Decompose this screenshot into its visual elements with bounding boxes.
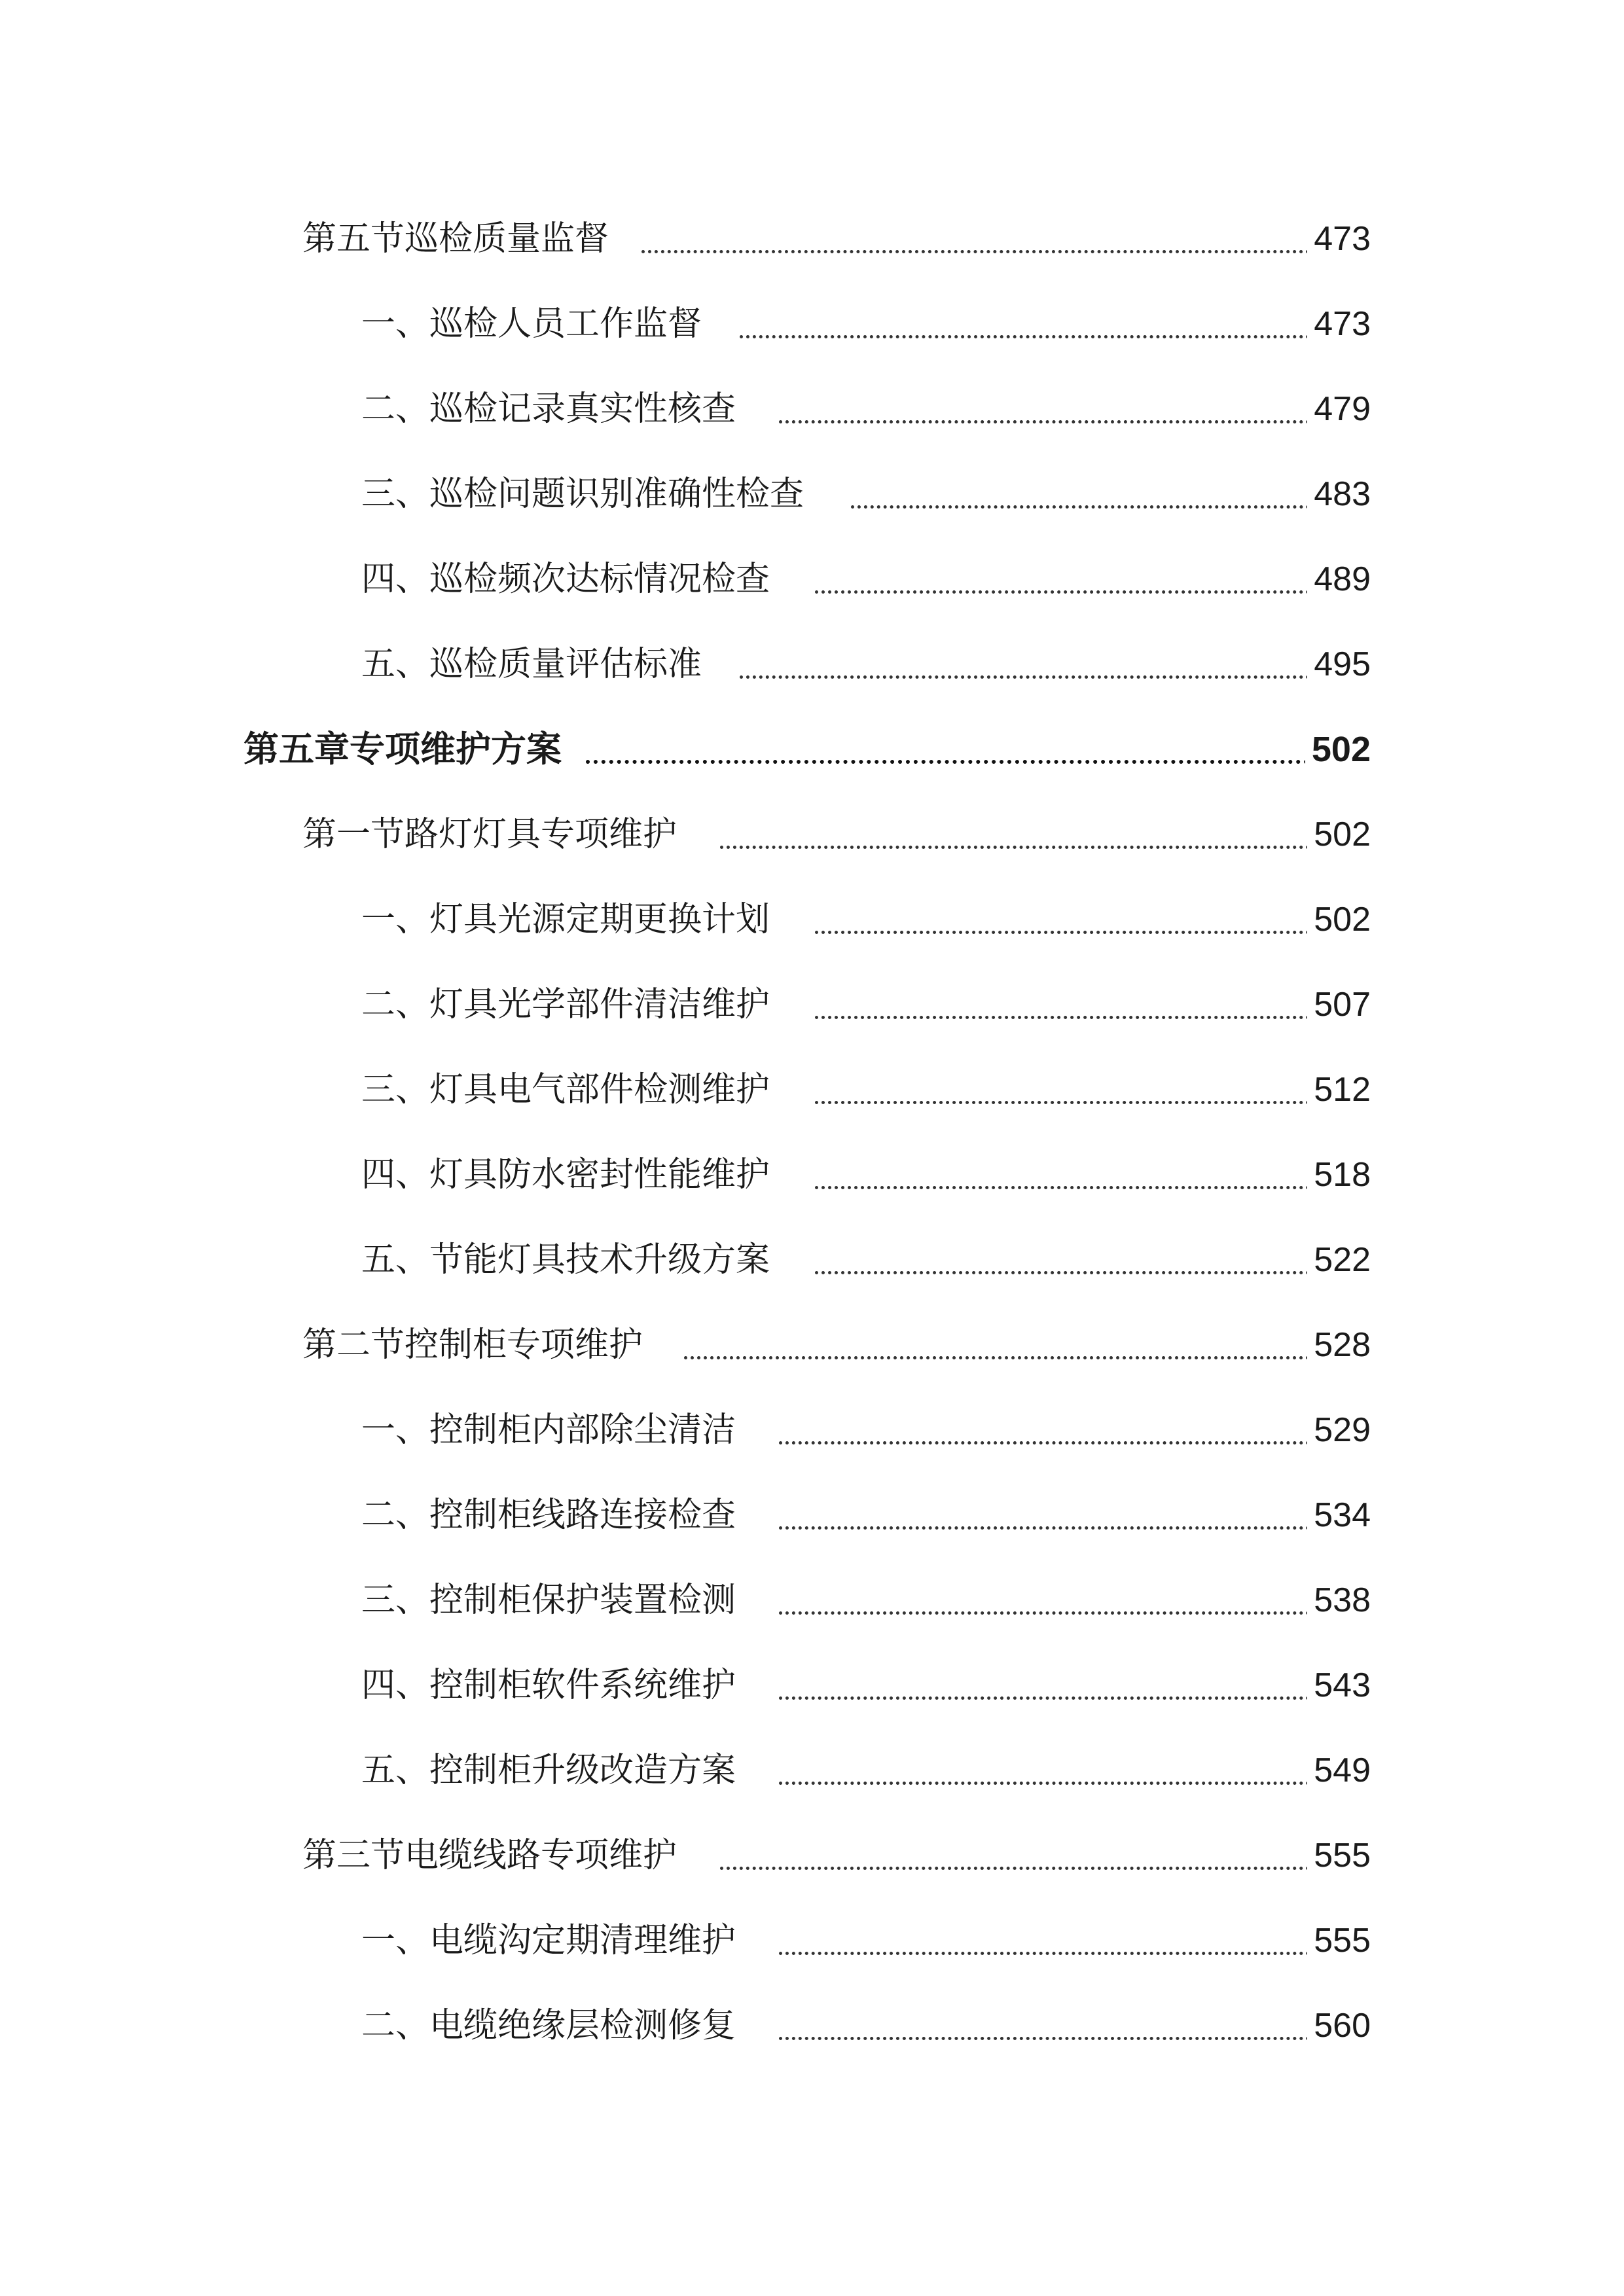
dot-leader xyxy=(779,1647,1316,1700)
dot-leader xyxy=(740,626,1316,679)
dot-leader xyxy=(779,1392,1316,1444)
toc-entry[interactable] xyxy=(0,1319,1624,1371)
dot-leader xyxy=(815,541,1316,594)
toc-entry-title: 二、灯具光学部件清洁维护 xyxy=(361,978,776,1031)
toc-entry-title: 第二节控制柜专项维护 xyxy=(302,1319,649,1371)
toc-entry[interactable] xyxy=(0,213,1624,265)
toc-entry[interactable] xyxy=(0,1914,1624,1967)
dot-leader xyxy=(815,1222,1316,1274)
toc-entry-title: 第三节电缆线路专项维护 xyxy=(302,1829,683,1882)
dot-leader xyxy=(720,797,1316,849)
dot-leader xyxy=(740,286,1316,338)
toc-entry[interactable] xyxy=(0,1149,1624,1201)
toc-entry[interactable] xyxy=(0,1829,1624,1882)
toc-entry-title: 五、节能灯具技术升级方案 xyxy=(361,1234,776,1286)
toc-entry-page: 518 xyxy=(1307,1149,1371,1201)
toc-entry[interactable] xyxy=(0,1064,1624,1116)
dot-leader xyxy=(815,1137,1316,1189)
toc-entry[interactable] xyxy=(0,553,1624,605)
toc-entry-page: 529 xyxy=(1307,1404,1371,1456)
toc-entry-title: 一、控制柜内部除尘清洁 xyxy=(361,1404,742,1456)
toc-entry-title: 一、电缆沟定期清理维护 xyxy=(361,1914,742,1967)
dot-leader xyxy=(851,456,1316,509)
toc-entry-title: 三、控制柜保护装置检测 xyxy=(361,1574,742,1626)
dot-leader xyxy=(684,1307,1316,1359)
toc-entry-title: 二、巡检记录真实性核查 xyxy=(361,383,742,435)
toc-entry-title: 三、巡检问题识别准确性检查 xyxy=(361,468,810,520)
dot-leader xyxy=(779,1477,1316,1530)
toc-entry[interactable] xyxy=(0,1659,1624,1712)
dot-leader xyxy=(815,882,1316,934)
toc-entry-page: 555 xyxy=(1307,1914,1371,1967)
toc-entry[interactable] xyxy=(0,383,1624,435)
toc-entry-title: 第五章专项维护方案 xyxy=(244,723,568,776)
toc-entry-chapter[interactable] xyxy=(0,723,1624,776)
toc-entry-page: 555 xyxy=(1307,1829,1371,1882)
toc-entry-page: 483 xyxy=(1307,468,1371,520)
toc-entry-page: 543 xyxy=(1307,1659,1371,1712)
dot-leader xyxy=(586,711,1316,764)
toc-entry-page: 522 xyxy=(1307,1234,1371,1286)
toc-entry[interactable] xyxy=(0,298,1624,350)
toc-entry-page: 560 xyxy=(1307,2000,1371,2052)
toc-entry-page: 538 xyxy=(1307,1574,1371,1626)
toc-entry[interactable] xyxy=(0,1234,1624,1286)
toc-entry-page: 528 xyxy=(1307,1319,1371,1371)
toc-entry-title: 四、巡检频次达标情况检查 xyxy=(361,553,776,605)
toc-entry-title: 四、灯具防水密封性能维护 xyxy=(361,1149,776,1201)
toc-entry-title: 第一节路灯灯具专项维护 xyxy=(302,808,683,861)
toc-entry-title: 五、巡检质量评估标准 xyxy=(361,638,708,691)
dot-leader xyxy=(815,967,1316,1019)
toc-entry-title: 第五节巡检质量监督 xyxy=(302,213,615,265)
toc-entry-title: 一、灯具光源定期更换计划 xyxy=(361,893,776,946)
dot-leader xyxy=(779,371,1316,423)
dot-leader xyxy=(779,1903,1316,1955)
toc-entry[interactable] xyxy=(0,468,1624,520)
toc-entry-title: 三、灯具电气部件检测维护 xyxy=(361,1064,776,1116)
dot-leader xyxy=(779,1732,1316,1785)
toc-entry-page: 502 xyxy=(1307,893,1371,946)
toc-entry-page: 507 xyxy=(1307,978,1371,1031)
toc-entry-page: 534 xyxy=(1307,1489,1371,1541)
toc-entry-page: 473 xyxy=(1307,298,1371,350)
toc-entry-page: 502 xyxy=(1307,808,1371,861)
toc-entry-title: 五、控制柜升级改造方案 xyxy=(361,1744,742,1797)
toc-entry[interactable] xyxy=(0,978,1624,1031)
toc-entry-title: 二、控制柜线路连接检查 xyxy=(361,1489,742,1541)
toc-entry-page: 473 xyxy=(1307,213,1371,265)
toc-entry-page: 479 xyxy=(1307,383,1371,435)
toc-entry[interactable] xyxy=(0,808,1624,861)
toc-entry-page: 489 xyxy=(1307,553,1371,605)
toc-entry-title: 一、巡检人员工作监督 xyxy=(361,298,708,350)
toc-entry-page: 549 xyxy=(1307,1744,1371,1797)
toc-entry-page: 512 xyxy=(1307,1064,1371,1116)
dot-leader xyxy=(779,1988,1316,2040)
toc-entry-page: 502 xyxy=(1305,723,1371,776)
toc-entry-title: 四、控制柜软件系统维护 xyxy=(361,1659,742,1712)
dot-leader xyxy=(815,1052,1316,1104)
dot-leader xyxy=(641,201,1316,253)
toc-entry[interactable] xyxy=(0,1574,1624,1626)
dot-leader xyxy=(779,1562,1316,1615)
dot-leader xyxy=(720,1818,1316,1870)
toc-entry-page: 495 xyxy=(1307,638,1371,691)
toc-entry[interactable] xyxy=(0,893,1624,946)
toc-entry[interactable] xyxy=(0,1404,1624,1456)
toc-entry[interactable] xyxy=(0,2000,1624,2052)
toc-entry[interactable] xyxy=(0,1489,1624,1541)
toc-entry[interactable] xyxy=(0,1744,1624,1797)
toc-entry-title: 二、电缆绝缘层检测修复 xyxy=(361,2000,742,2052)
toc-entry[interactable] xyxy=(0,638,1624,691)
